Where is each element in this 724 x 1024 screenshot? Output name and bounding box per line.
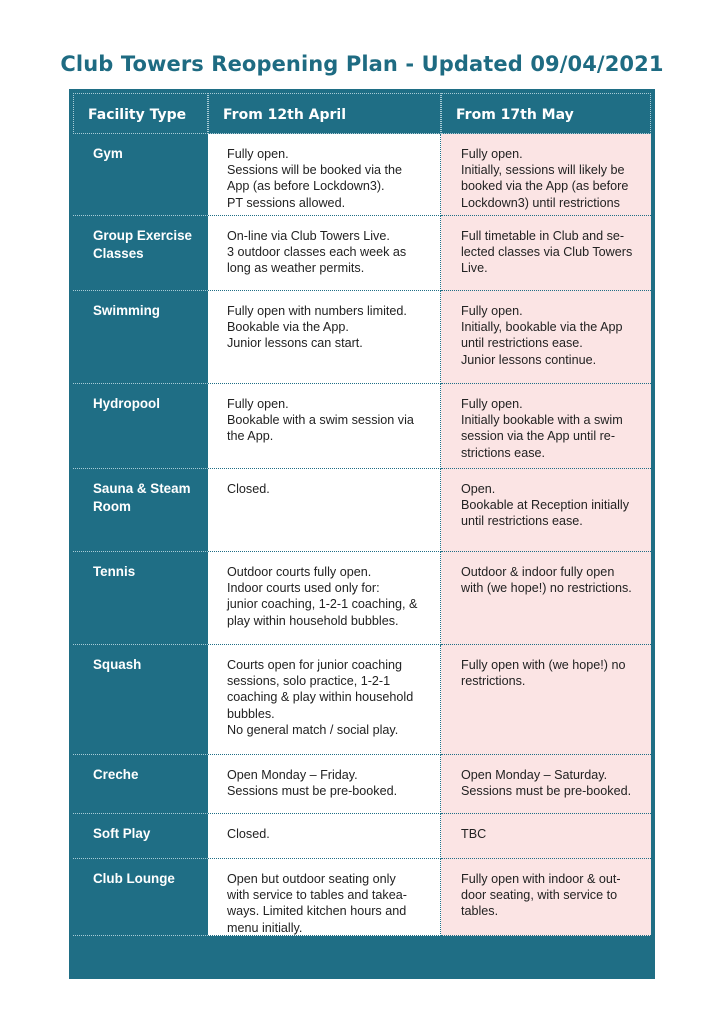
cell-line: On-line via Club Towers Live. (227, 229, 390, 243)
cell-line: Junior lessons can start. (227, 336, 363, 351)
april-cell (208, 814, 441, 859)
april-cell (208, 291, 441, 384)
may-cell (441, 469, 651, 552)
table-grid (73, 93, 651, 975)
cell-line: Club Lounge (93, 871, 175, 886)
facility-type-cell (73, 216, 208, 291)
facility-type-cell (73, 384, 208, 469)
cell-line: Indoor courts used only for: (227, 581, 380, 596)
cell-line: Junior lessons continue. (461, 352, 597, 367)
cell-line: menu initially. (227, 920, 303, 935)
cell-line: Full timetable in Club and se- (461, 229, 625, 243)
cell-line: Fully open. (461, 304, 523, 318)
cell-line: tables. (461, 904, 499, 919)
april-cell (208, 134, 441, 216)
may-cell (441, 216, 651, 291)
may-cell (441, 859, 651, 936)
may-cell (441, 384, 651, 469)
cell-line: Outdoor courts fully open. (227, 565, 372, 579)
cell-line: play within household bubbles. (227, 613, 399, 628)
cell-line: Fully open. (461, 397, 523, 411)
cell-line: bubbles. (227, 706, 275, 721)
april-cell (208, 469, 441, 552)
header-facility-type: Facility Type (73, 93, 208, 134)
cell-line: until restrictions ease. (461, 514, 583, 529)
cell-line: coaching & play within household (227, 690, 414, 705)
cell-line: Classes (93, 246, 144, 261)
cell-line: Initially, sessions will likely be (461, 163, 625, 178)
cell-line: Fully open with indoor & out- (461, 872, 621, 886)
cell-line: Closed. (227, 827, 270, 841)
cell-line: PT sessions allowed. (227, 195, 346, 210)
april-cell (208, 384, 441, 469)
cell-line: the App. (227, 429, 274, 444)
cell-line: App (as before Lockdown3). (227, 179, 385, 194)
cell-line: No general match / social play. (227, 722, 399, 737)
facility-type-cell (73, 755, 208, 814)
reopening-table (69, 89, 655, 979)
cell-line: Initially bookable with a swim (461, 413, 623, 428)
may-cell (441, 134, 651, 216)
cell-line: Squash (93, 657, 142, 672)
header-from-17th-may: From 17th May (441, 93, 651, 134)
cell-line: Outdoor & indoor fully open (461, 565, 615, 579)
cell-line: Fully open with (we hope!) no (461, 658, 626, 672)
cell-line: Sessions must be pre-booked. (227, 784, 398, 799)
cell-line: Open but outdoor seating only (227, 872, 396, 886)
cell-line: Courts open for junior coaching (227, 658, 403, 672)
cell-line: Room (93, 499, 131, 514)
facility-type-cell (73, 291, 208, 384)
cell-line: Closed. (227, 482, 270, 496)
cell-line: sessions, solo practice, 1-2-1 (227, 674, 391, 689)
april-cell (208, 216, 441, 291)
cell-line: long as weather permits. (227, 261, 365, 276)
april-cell (208, 859, 441, 936)
cell-line: Sessions will be booked via the (227, 163, 403, 178)
cell-line: Fully open. (461, 147, 523, 161)
cell-line: Lockdown3) until restrictions (461, 195, 620, 210)
cell-line: ways. Limited kitchen hours and (227, 904, 407, 919)
page-title: Club Towers Reopening Plan - Updated 09/04/2021 (60, 52, 664, 76)
cell-line: with service to tables and takea- (227, 888, 407, 903)
cell-line: Sauna & Steam (93, 481, 191, 496)
cell-line: Open. (461, 482, 496, 496)
may-cell (441, 814, 651, 859)
may-cell (441, 645, 651, 755)
cell-line: Fully open. (227, 147, 289, 161)
header-from-12th-april: From 12th April (208, 93, 441, 134)
cell-line: TBC (461, 827, 487, 841)
facility-type-cell (73, 134, 208, 216)
cell-line: Hydropool (93, 396, 160, 411)
cell-line: Open Monday – Saturday. (461, 768, 608, 782)
cell-line: restrictions. (461, 674, 526, 689)
cell-line: Fully open with numbers limited. (227, 304, 407, 318)
april-cell (208, 645, 441, 755)
cell-line: Initially, bookable via the App (461, 320, 623, 335)
cell-line: Sessions must be pre-booked. (461, 784, 632, 799)
cell-line: Gym (93, 146, 123, 161)
cell-line: 3 outdoor classes each week as (227, 245, 407, 260)
cell-line: junior coaching, 1-2-1 coaching, & (227, 597, 418, 612)
cell-line: Bookable at Reception initially (461, 498, 630, 513)
facility-type-cell (73, 552, 208, 645)
facility-type-cell (73, 645, 208, 755)
cell-line: Bookable via the App. (227, 320, 349, 335)
cell-line: with (we hope!) no restrictions. (461, 581, 632, 596)
april-cell (208, 755, 441, 814)
cell-line: Creche (93, 767, 139, 782)
cell-line: Swimming (93, 303, 160, 318)
facility-type-cell (73, 469, 208, 552)
cell-line: Live. (461, 261, 488, 276)
cell-line: Bookable with a swim session via (227, 413, 414, 428)
facility-type-cell (73, 814, 208, 859)
cell-line: lected classes via Club Towers (461, 245, 633, 260)
cell-line: Group Exercise (93, 228, 192, 243)
cell-line: Tennis (93, 564, 136, 579)
cell-line: until restrictions ease. (461, 336, 583, 351)
cell-line: door seating, with service to (461, 888, 618, 903)
cell-line: Soft Play (93, 826, 151, 841)
cell-line: strictions ease. (461, 445, 545, 460)
may-cell (441, 755, 651, 814)
may-cell (441, 552, 651, 645)
cell-line: session via the App until re- (461, 429, 616, 444)
facility-type-cell (73, 859, 208, 936)
cell-line: booked via the App (as before (461, 179, 629, 194)
cell-line: Fully open. (227, 397, 289, 411)
april-cell (208, 552, 441, 645)
cell-line: Open Monday – Friday. (227, 768, 358, 782)
may-cell (441, 291, 651, 384)
